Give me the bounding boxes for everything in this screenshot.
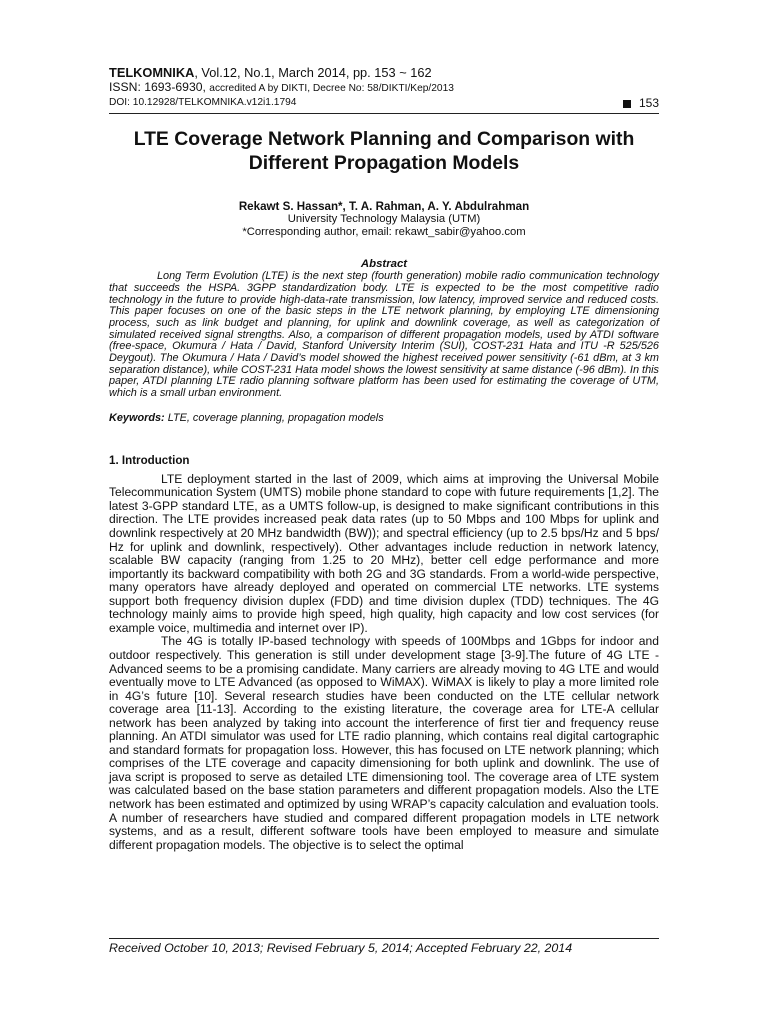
keywords-label: Keywords: [109, 411, 165, 424]
paper-page [109, 66, 659, 852]
keywords-text: LTE, coverage planning, propagation models [164, 411, 384, 424]
footer-rule [109, 938, 659, 939]
journal-name: TELKOMNIKA [109, 65, 195, 80]
body-paragraph: The 4G is totally IP-based technology with speeds of 100Mbps and 1Gbps for indoor and outdoor respectively. This generation is still under development stage [3-9].The future of 4G LTE - Advanced seems to be a promising candidate. Many carriers are already moving to 4G LTE and would eventually move to LTE Advanced (as opposed to WiMAX). WiMAX is likely to play a more limited role in 4G’s future [10]. Several research studies have been conducted on the LTE cellular network coverage area [11-13]. According to the existing literature, the coverage area for LTE-A cellular network has been analyzed by taking into account the interference of first tier and frequency reuse planning. An ATDI simulator was used for LTE radio planning, which contains real digital cartographic and standard formats for propagation loss. However, this has focused on LTE network planning; which comprises of the LTE coverage and capacity dimensioning for both uplink and downlink. The use of java script is proposed to serve as detailed LTE dimensioning tool. The coverage area of LTE system was calculated based on the base station parameters and different propagation models. Also the LTE network has been estimated and optimized by using WRAP’s capacity calculation and evaluation tools. A number of researchers have studied and compared different propagation models in LTE network systems, and as a result, different software tools have been employed to measure and simulate different propagation models. The objective is to select the optimal [109, 634, 659, 852]
section-heading: 1. Introduction [109, 453, 190, 467]
author-list: Rekawt S. Hassan*, T. A. Rahman, A. Y. Abdulrahman [238, 199, 530, 213]
body-paragraph: LTE deployment started in the last of 2009, which aims at improving the Universal Mobile Telecommunication System (UMTS) mobile phone standard to cope with future requirements [1,2]. The latest 3-GPP standard LTE, as a UMTS follow-up, is designed to make significant contributions in this direction. The LTE provides increased peak data rates (up to 50 Mbps and 100 Mbps for uplink and downlink respectively at 20 MHz bandwidth (BW)); and spectral efficiency (up to 2.5 bps/Hz and 5 bps/ Hz for uplink and downlink, respectively). Other advantages include reduction in network latency, scalable BW capacity (ranging from 1.25 to 20 MHz), better cell edge performance and more importantly its backward compatibility with both 2G and 3G standards. From a world-wide perspective, many operators have already deployed and operated on commercial LTE networks. LTE systems support both frequency division duplex (FDD) and time division duplex (TDD) techniques. The 4G technology mainly aims to provide high speed, high quality, high capacity and low cost services (for example voice, multimedia and internet over IP). [109, 471, 659, 635]
square-bullet-icon [623, 100, 631, 108]
corresponding-author: *Corresponding author, email: rekawt_sabir@yahoo.com [242, 225, 526, 238]
received-dates: Received October 10, 2013; Revised February 5, 2014; Accepted February 22, 2014 [109, 941, 573, 955]
doi-row [109, 96, 659, 110]
journal-header [109, 66, 659, 114]
accreditation: accredited A by DIKTI, Decree No: 58/DIKTI/Kep/2013 [209, 83, 454, 95]
citation-details: , Vol.12, No.1, March 2014, pp. 153 ~ 162 [194, 65, 432, 80]
page-footer [109, 938, 659, 955]
page-number: 153 [638, 96, 659, 111]
affiliation: University Technology Malaysia (UTM) [287, 213, 481, 226]
abstract-heading: Abstract [360, 258, 408, 271]
paper-title: LTE Coverage Network Planning and Comparison with Different Propagation Models [133, 127, 635, 174]
page-number-block [623, 96, 659, 110]
issn: ISSN: 1693-6930, [109, 80, 210, 95]
keywords [109, 412, 659, 424]
doi: DOI: 10.12928/TELKOMNIKA.v12i1.1794 [109, 97, 297, 109]
abstract-text: Long Term Evolution (LTE) is the next step (fourth generation) mobile radio communication technology that succeeds the HSPA. 3GPP standardization body. LTE is expected to be the most competitive radio technology in the future to provide high-data-rate transmission, low latency, improved service and reduced costs. This paper focuses on one of the basic steps in the LTE network planning, by employing LTE dimensioning process, such as link budget and planning, for uplink and downlink coverage, as well as categorization of simulated received signal strengths. Also, a comparison of different propagation models, used by ATDI software (free-space, Okumura / Hata / David, Stanford University Interim (SUI), COST-231 Hata and ITU -R 525/526 Deygout). The Okumura / Hata / David’s model showed the highest received power sensitivity (-61 dBm, at 3 km separation distance), while COST-231 Hata model shows the lowest sensitivity at same distance (-96 dBm). In this paper, ATDI planning LTE radio planning software platform has been used for estimating the coverage of UTM, which is a small urban environment. [109, 270, 659, 400]
header-rule [109, 113, 659, 114]
citation-line [109, 66, 659, 80]
issn-line [109, 80, 659, 96]
